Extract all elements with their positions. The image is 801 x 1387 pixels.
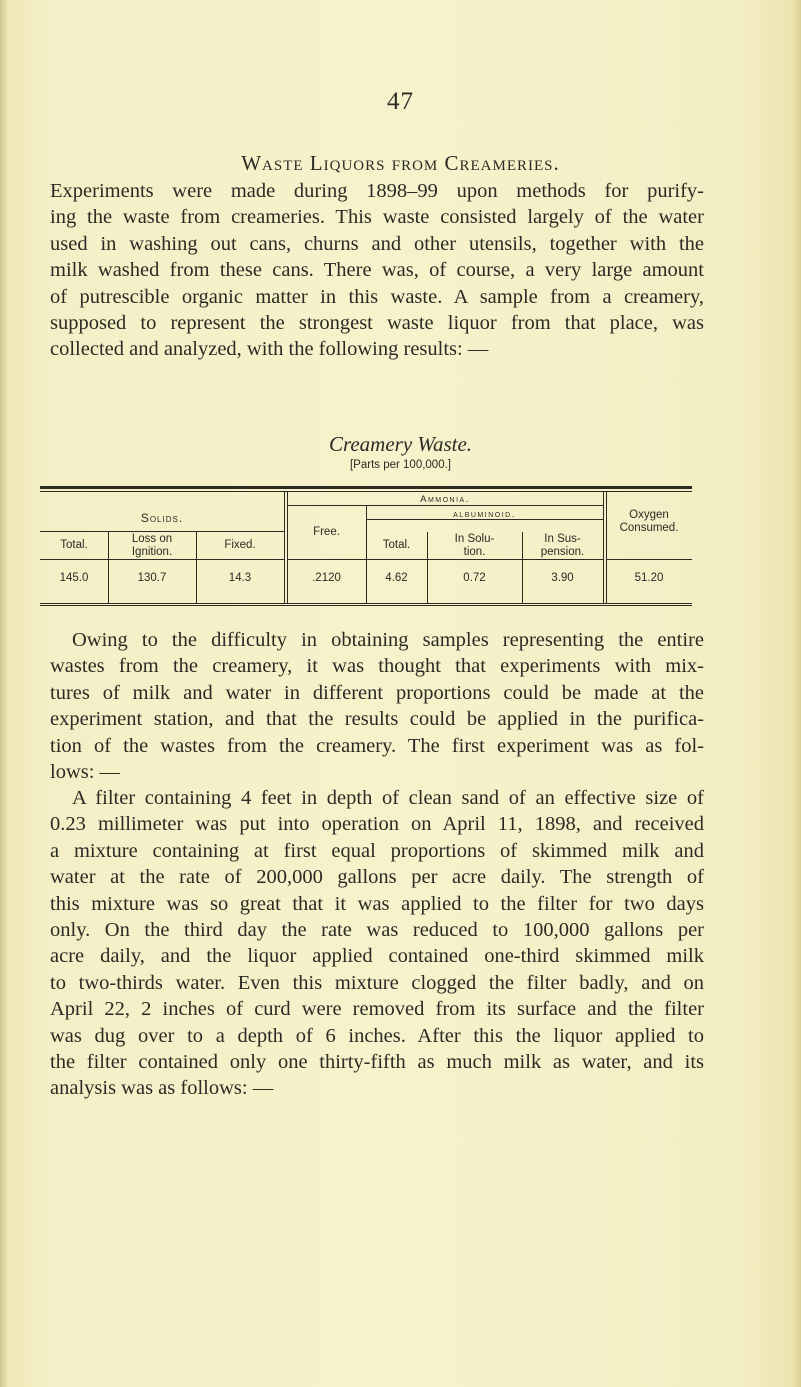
text-line: this mixture was so great that it was applied to the filter for two days xyxy=(50,892,704,915)
header-text: In Solu- xyxy=(454,533,495,545)
header-text: Oxygen xyxy=(629,509,669,521)
header-in-suspension xyxy=(522,533,603,559)
section-heading: Waste Liquors from Creameries. xyxy=(241,151,560,175)
text-line: 0.23 millimeter was put into operation on April 11, 1898, and received xyxy=(50,813,704,836)
text-line: was dug over to a depth of 6 inches. After this the liquor applied to xyxy=(50,1024,704,1047)
header-fixed: Fixed. xyxy=(224,539,256,551)
table-subtitle: [Parts per 100,000.] xyxy=(349,459,451,471)
table-top-rule-thin xyxy=(40,491,692,492)
header-albuminoid: albuminoid. xyxy=(453,509,516,520)
table-bottom-rule xyxy=(40,603,692,604)
value-total-solids: 145.0 xyxy=(59,572,89,584)
text-line: experiment station, and that the results could be applied in the purifica- xyxy=(50,708,704,731)
header-free: Free. xyxy=(313,526,340,538)
text-line: the filter contained only one thirty-fifth as much milk as water, and its xyxy=(50,1051,704,1074)
text-line: April 22, 2 inches of curd were removed from its surface and the filter xyxy=(50,998,704,1021)
page-number: 47 xyxy=(387,88,414,115)
value-albuminoid-total: 4.62 xyxy=(385,572,408,584)
text-line: only. On the third day the rate was reduced to 100,000 gallons per xyxy=(50,919,704,942)
row-divider xyxy=(40,559,284,560)
row-divider xyxy=(606,559,692,560)
header-in-solution xyxy=(427,533,522,559)
text-line: water at the rate of 200,000 gallons per acre daily. The strength of xyxy=(50,866,704,889)
intro-paragraph xyxy=(50,178,704,363)
text-line: Owing to the difficulty in obtaining samples representing the entire xyxy=(72,629,704,651)
header-oxygen-consumed xyxy=(606,509,692,535)
text-line: to two-thirds water. Even this mixture clogged the filter badly, and on xyxy=(50,971,704,994)
text-line: tion of the wastes from the creamery. The first experiment was as fol- xyxy=(50,734,704,757)
text-line: collected and analyzed, with the following results: — xyxy=(50,338,489,361)
value-oxygen-consumed: 51.20 xyxy=(634,572,664,584)
column-divider xyxy=(603,492,604,603)
text-line: analysis was as follows: — xyxy=(50,1077,274,1100)
analysis-table xyxy=(40,486,692,606)
text-line: tures of milk and water in different proportions could be made at the xyxy=(50,681,704,704)
value-free-ammonia: .2120 xyxy=(312,572,341,584)
page-edge-left xyxy=(0,0,7,1387)
text-line: supposed to represent the strongest waste liquor from that place, was xyxy=(50,312,704,335)
text-line: wastes from the creamery, it was thought that experiments with mix- xyxy=(50,655,704,678)
header-text: Ignition. xyxy=(131,546,173,558)
header-text: Consumed. xyxy=(619,522,679,534)
text-line: milk washed from these cans. There was, of course, a very large amount xyxy=(50,259,704,282)
value-in-suspension: 3.90 xyxy=(551,572,574,584)
table-bottom-rule-thin xyxy=(40,605,692,606)
row-divider xyxy=(40,531,284,532)
header-text: In Sus- xyxy=(544,533,581,545)
text-line: Experiments were made during 1898–99 upon methods for purify- xyxy=(50,180,704,202)
row-divider xyxy=(287,559,366,560)
row-divider xyxy=(366,559,603,560)
header-text: pension. xyxy=(540,546,585,558)
value-in-solution: 0.72 xyxy=(463,572,486,584)
text-line: A filter containing 4 feet in depth of clean sand of an effective size of xyxy=(72,787,704,809)
third-paragraph xyxy=(50,785,704,1102)
header-text: Loss on xyxy=(131,533,173,545)
header-solids: Solids. xyxy=(140,511,184,525)
text-line: used in washing out cans, churns and other utensils, together with the xyxy=(50,232,704,255)
header-text: tion. xyxy=(463,546,486,558)
header-loss-on-ignition xyxy=(108,533,196,559)
value-loss-on-ignition: 130.7 xyxy=(137,572,167,584)
second-paragraph xyxy=(50,627,704,785)
column-divider xyxy=(287,492,288,603)
header-albuminoid-total: Total. xyxy=(382,539,411,551)
text-line: lows: — xyxy=(50,761,121,784)
header-ammonia: Ammonia. xyxy=(420,494,470,505)
text-line: a mixture containing at first equal proportions of skimmed milk and xyxy=(50,839,704,862)
text-line: of putrescible organic matter in this waste. A sample from a creamery, xyxy=(50,285,704,308)
text-line: acre daily, and the liquor applied contained one-third skimmed milk xyxy=(50,945,704,968)
page-edge-right xyxy=(791,0,801,1387)
table-top-rule xyxy=(40,486,692,489)
table-title: Creamery Waste. xyxy=(328,432,473,456)
column-divider xyxy=(284,492,285,603)
value-fixed: 14.3 xyxy=(228,572,252,584)
header-total: Total. xyxy=(60,539,88,551)
text-line: ing the waste from creameries. This waste consisted largely of the water xyxy=(50,206,704,229)
